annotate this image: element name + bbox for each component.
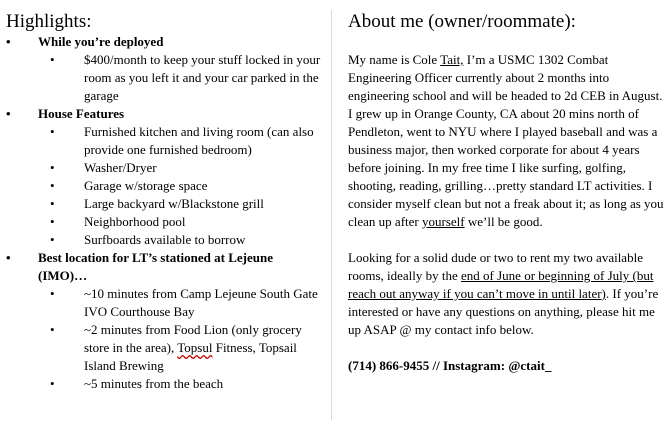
list-item: • Washer/Dryer	[50, 160, 157, 175]
house-feature-items	[38, 123, 325, 249]
highlights-list	[0, 33, 325, 393]
looking-paragraph: Looking for a solid dude or two to rent my two available rooms, ideally by the end of June or beginning of July (but reach out anyway if you can’t move in until later). If you’re interested or have any questions on anything, please hit me up ASAP @ my contact info below.	[348, 250, 659, 337]
about-column	[348, 0, 670, 388]
list-item: • ~2 minutes from Food Lion (only grocery store in the area), Topsul Fitness, Topsail Island Brewing	[50, 322, 302, 373]
list-item: • Neighborhood pool	[50, 214, 186, 229]
section-label: House Features	[38, 106, 125, 121]
underlined-timeframe: end of June or beginning of July (but reach out anyway if you can’t move in until later)	[348, 268, 654, 301]
list-item: • Furnished kitchen and living room (can also provide one furnished bedroom)	[50, 124, 314, 157]
bullet-icon: •	[50, 52, 55, 67]
about-paragraph: My name is Cole Tait, I’m a USMC 1302 Combat Engineering Officer currently about 2 months into engineering school and will be headed to 2d CEB in August. I grew up in Orange County, CA about 20 mins north of Pendleton, went to NYU where I played baseball and was a business major, then worked corporate for about 4 years before joining. In my free time I like surfing, golfing, shooting, reading, grilling…pretty standard LT activities. I consider myself clean but not a freak about it; as long as you clean up after yourself we’ll be good.	[348, 52, 664, 229]
section-house-features	[0, 105, 325, 249]
underlined-name: Tait,	[440, 52, 464, 67]
highlights-heading: Highlights:	[6, 11, 92, 32]
section-location	[0, 249, 325, 393]
contact-info: (714) 866-9455 // Instagram: @ctait_	[348, 358, 552, 373]
bullet-icon: •	[6, 34, 11, 49]
about-heading: About me (owner/roommate):	[348, 11, 576, 32]
list-item: • $400/month to keep your stuff locked in your room as you left it and your car parked in the garage	[50, 52, 321, 103]
deployed-items	[38, 51, 325, 105]
section-label: Best location for LT’s stationed at Lejeune (IMO)…	[38, 250, 273, 283]
bullet-icon: •	[50, 196, 55, 211]
column-divider	[331, 10, 332, 420]
location-items	[38, 285, 325, 393]
bullet-icon: •	[50, 322, 55, 337]
bullet-icon: •	[50, 214, 55, 229]
misspelled-word: Topsul	[177, 340, 213, 355]
bullet-icon: •	[50, 286, 55, 301]
section-deployed	[0, 33, 325, 105]
bullet-icon: •	[6, 106, 11, 121]
bullet-icon: •	[6, 250, 11, 265]
list-item: • Large backyard w/Blackstone grill	[50, 196, 264, 211]
bullet-icon: •	[50, 160, 55, 175]
section-label: While you’re deployed	[38, 34, 164, 49]
underlined-word: yourself	[421, 214, 465, 229]
bullet-icon: •	[50, 124, 55, 139]
list-item: • Garage w/storage space	[50, 178, 208, 193]
bullet-icon: •	[50, 178, 55, 193]
list-item: • Surfboards available to borrow	[50, 232, 246, 247]
bullet-icon: •	[50, 232, 55, 247]
list-item: • ~5 minutes from the beach	[50, 376, 224, 391]
list-item: • ~10 minutes from Camp Lejeune South Gate IVO Courthouse Bay	[50, 286, 318, 319]
highlights-column	[0, 0, 325, 393]
bullet-icon: •	[50, 376, 55, 391]
